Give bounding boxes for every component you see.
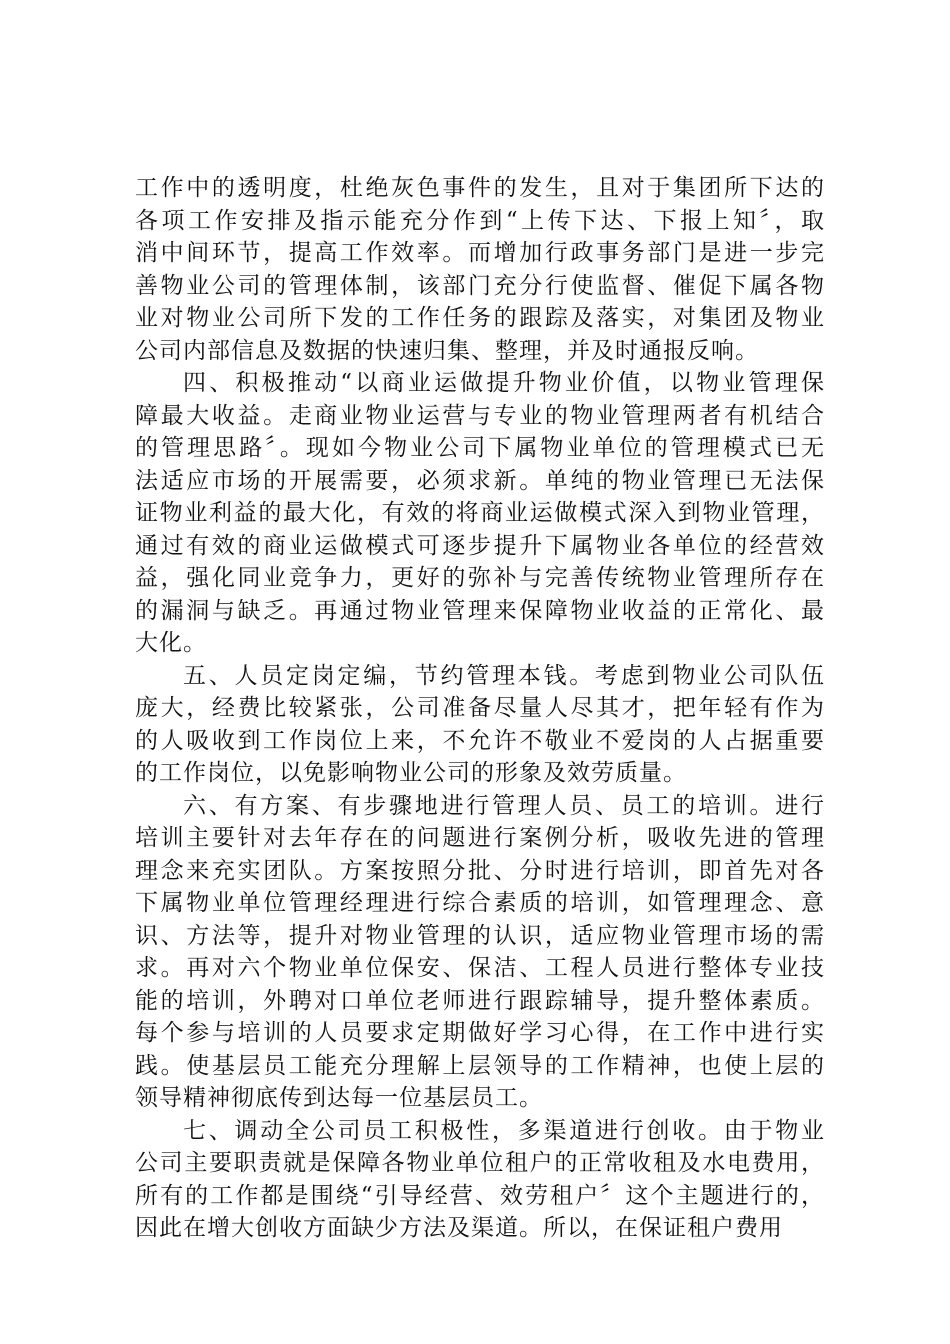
text-line: 大化。 [135,630,207,656]
paragraph [135,1115,825,1245]
text-line: 的漏洞与缺乏。再通过物业管理来保障物业收益的正常化、最 [135,597,825,624]
text-line: 善物业公司的管理体制，该部门充分行使监督、催促下属各物 [135,272,825,299]
text-line: 公司主要职责就是保障各物业单位租户的正常收租及水电费用， [135,1150,825,1176]
text-line: 理念来充实团队。方案按照分批、分时进行培训，即首先对各 [135,857,825,884]
text-line: 所有的工作都是围绕“引导经营、效劳租户〞这个主题进行的， [135,1182,825,1209]
text-line: 领导精神彻底传到达每一位基层员工。 [135,1085,543,1111]
text-line: 能的培训，外聘对口单位老师进行跟踪辅导，提升整体素质。 [135,987,825,1014]
text-line: 益，强化同业竞争力，更好的弥补与完善传统物业管理所存在 [135,565,825,591]
text-line: 每个参与培训的人员要求定期做好学习心得，在工作中进行实 [135,1020,825,1046]
text-line: 公司内部信息及数据的快速归集、整理，并及时通报反响。 [135,337,759,364]
text-line: 的管理思路〞。现如今物业公司下属物业单位的管理模式已无 [135,435,825,461]
text-line: 六、有方案、有步骤地进行管理人员、员工的培训。进行 [183,792,825,819]
text-line: 工作中的透明度，杜绝灰色事件的发生，且对于集团所下达的 [135,175,825,201]
document-body [135,172,825,1245]
paragraph [135,790,825,1115]
text-line: 通过有效的商业运做模式可逐步提升下属物业各单位的经营效 [135,532,825,559]
text-line: 的工作岗位，以免影响物业公司的形象及效劳质量。 [135,760,687,786]
text-line: 业对物业公司所下发的工作任务的跟踪及落实，对集团及物业 [135,305,825,331]
text-line: 践。使基层员工能充分理解上层领导的工作精神，也使上层的 [135,1052,825,1079]
text-line: 的人吸收到工作岗位上来，不允许不敬业不爱岗的人占据重要 [135,727,825,754]
text-line: 因此在增大创收方面缺少方法及渠道。所以，在保证租户费用 [135,1215,783,1241]
text-line: 五、人员定岗定编，节约管理本钱。考虑到物业公司队伍 [183,662,825,689]
text-line: 识、方法等，提升对物业管理的认识，适应物业管理市场的需 [135,922,825,949]
paragraph [135,172,825,367]
text-line: 证物业利益的最大化，有效的将商业运做模式深入到物业管理， [135,500,825,526]
text-line: 七、调动全公司员工积极性，多渠道进行创收。由于物业 [183,1117,825,1144]
text-line: 各项工作安排及指示能充分作到“上传下达、下报上知〞，取 [135,207,825,234]
text-line: 法适应市场的开展需要，必须求新。单纯的物业管理已无法保 [135,467,825,494]
paragraph [135,367,825,660]
text-line: 庞大，经费比较紧张，公司准备尽量人尽其才，把年轻有作为 [135,695,825,721]
text-line: 下属物业单位管理经理进行综合素质的培训，如管理理念、意 [135,890,825,916]
text-line: 障最大收益。走商业物业运营与专业的物业管理两者有机结合 [135,402,825,429]
text-line: 培训主要针对去年存在的问题进行案例分析，吸收先进的管理 [135,825,825,851]
text-line: 求。再对六个物业单位保安、保洁、工程人员进行整体专业技 [135,955,825,981]
text-line: 消中间环节，提高工作效率。而增加行政事务部门是进一步完 [135,240,825,266]
paragraph [135,660,825,790]
text-line: 四、积极推动“以商业运做提升物业价值，以物业管理保 [183,370,825,396]
